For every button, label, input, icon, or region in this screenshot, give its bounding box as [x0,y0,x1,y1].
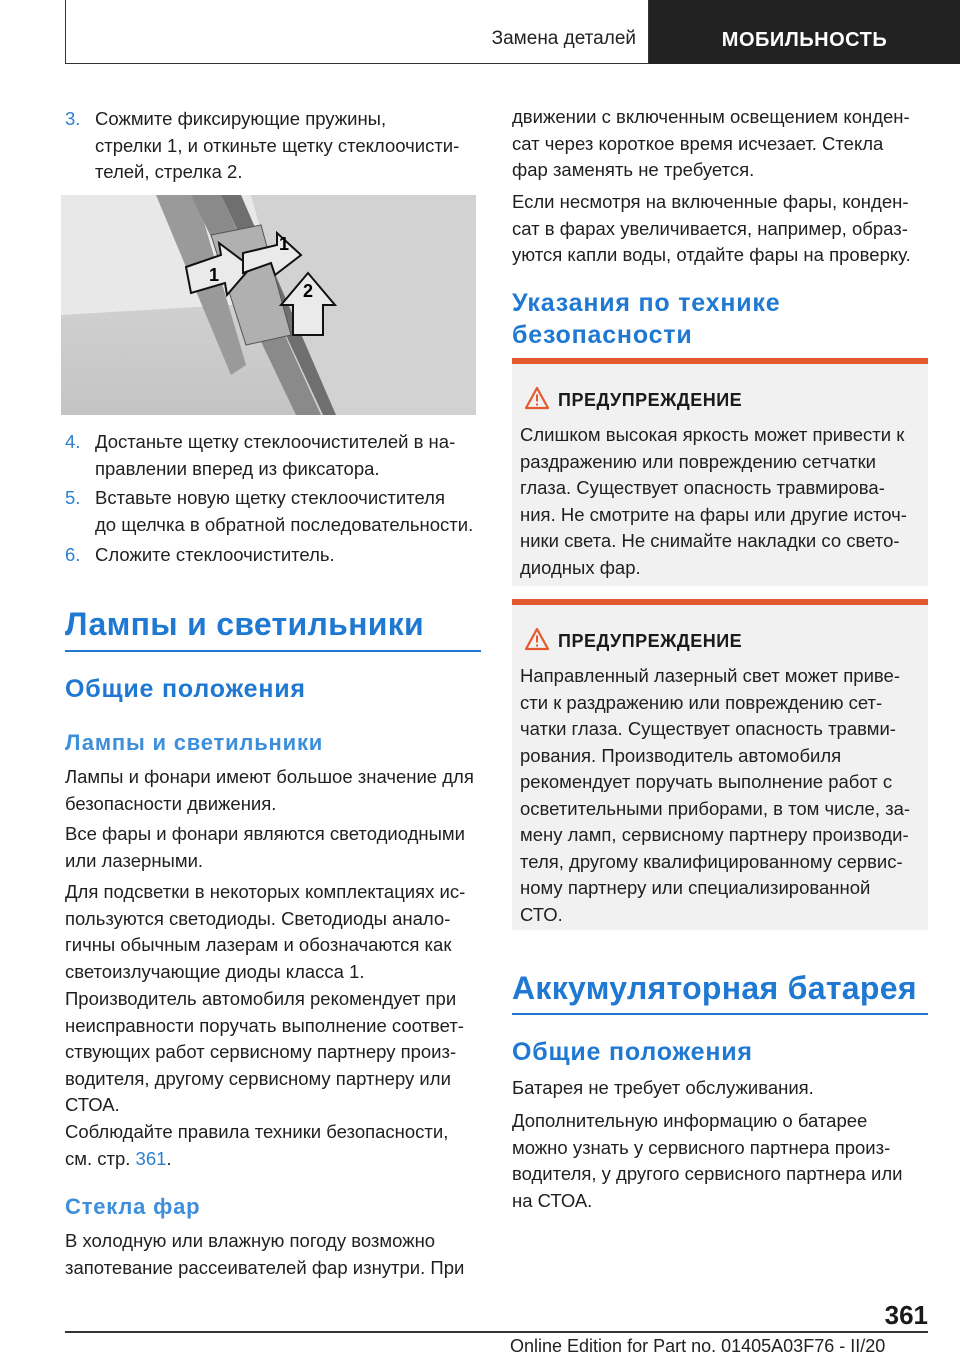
warning-triangle-icon [524,386,550,410]
line: Если несмотря на включенные фары, конден- [512,191,909,212]
step-number: 4. [65,431,81,452]
line: гичны обычным лазерам и обозначаются как [65,934,452,955]
line: Все фары и фонари являются светодиодными [65,823,465,844]
step-text [95,106,459,186]
line: Для подсветки в некоторых комплектациях ис- [65,881,466,902]
step-number: 6. [65,544,81,565]
topic-heading: Стекла фар [65,1194,201,1219]
subsection-heading: Общие положения [512,1038,753,1066]
line: сат через короткое время исчезает. Стекла [512,132,884,154]
header-section-title: Замена деталей [491,28,636,49]
step-text [95,485,473,538]
heading-line: Указания по технике [512,289,781,317]
line: диодных фар. [520,556,641,578]
line: водителя, у другого сервисного партнера или [512,1163,903,1184]
line: стрелки 1, и откиньте щетку стеклоочисти- [95,134,460,156]
step-text [95,542,335,569]
line: сат в фарах увеличивается, например, образ- [512,217,908,239]
paragraph [65,879,465,985]
line: запотевание рассеивателей фар изнутри. При [65,1256,465,1278]
line: неисправности поручать выполнение соответ- [65,1014,464,1036]
line: Соблюдайте правила техники безопасности, [65,1121,449,1142]
wiper-illustration [61,195,476,415]
line: Вставьте новую щетку стеклоочистителя [95,487,445,508]
topic-heading: Лампы и светильники [65,730,324,755]
section-heading: Аккумуляторная батарея [512,970,917,1006]
arrow-label: 1 [279,234,290,254]
paragraph [65,821,465,874]
line: ному партнеру или специализированной [520,877,871,898]
section-rule [512,1013,928,1015]
line: Слишком высокая яркость может привести к [520,424,905,445]
line: глаза. Существует опасность травмирова- [520,477,885,498]
warning-title: ПРЕДУПРЕЖДЕНИЕ [558,631,743,651]
arrow-label: 2 [303,281,314,301]
line: движении с включенным освещением конден- [512,106,910,127]
line: осветительными приборами, в том числе, за- [520,797,911,819]
line: безопасности движения. [65,792,277,814]
line: или лазерными. [65,849,204,871]
warning-box [512,358,928,586]
line: мену ламп, сервисному партнеру производи- [520,824,909,845]
warning-triangle-icon [524,627,550,651]
edition-info: Online Edition for Part no. 01405A03F76 - II/20 [510,1336,886,1356]
text: . [166,1147,172,1169]
line: В холодную или влажную погоду возможно [65,1230,436,1251]
line: до щелчка в обратной последовательности. [95,513,474,535]
line: СТО. [520,903,563,925]
line: Производитель автомобиля рекомендует при [65,988,457,1009]
line: теля, другому квалифицированному сервис- [520,850,903,872]
line: правлении вперед из фиксатора. [95,457,380,479]
subsection-heading: Общие положения [65,675,306,703]
wiper-illustration-svg [61,195,476,415]
step-text [95,429,455,482]
line: водителя, другому сервисному партнеру или [65,1067,451,1089]
text: см. стр. [65,1147,136,1169]
heading-line: безопасности [512,321,693,349]
paragraph [65,1228,464,1281]
line: ствующих работ сервисному партнеру произ- [65,1041,457,1062]
page-number: 361 [884,1300,928,1330]
line: телей, стрелка 2. [95,161,243,182]
line: фар заменять не требуется. [512,159,755,180]
footer-rule [65,1331,928,1333]
header-chapter-title: МОБИЛЬНОСТЬ [721,29,888,51]
line: раздражению или повреждению сетчатки [520,450,876,472]
line: пользуются светодиоды. Светодиоды анало- [65,907,451,929]
line: Дополнительную информацию о батарее [512,1110,868,1131]
line: можно узнать у сервисного партнера произ- [512,1136,891,1158]
arrow-label: 1 [209,265,220,285]
header-section [65,0,649,64]
line [65,1146,448,1173]
line: сти к раздражению или повреждению сет- [520,691,883,713]
line: рекомендует поручать выполнение работ с [520,771,893,792]
header-chapter [649,0,960,64]
section-heading: Лампы и светильники [65,606,424,642]
line: на СТОА. [512,1189,593,1211]
line: Сложите стеклоочиститель. [95,544,335,565]
step-number: 5. [65,487,81,508]
line: уются капли воды, отдайте фары на проверку. [512,244,911,265]
warning-title: ПРЕДУПРЕЖДЕНИЕ [558,390,743,410]
line: ния. Не смотрите на фары или другие источ- [520,503,907,525]
line: рования. Производитель автомобиля [520,744,842,766]
paragraph [512,189,911,269]
line: светоизлучающие диоды класса 1. [65,960,365,982]
line: Направленный лазерный свет может приве- [520,665,900,686]
line: Сожмите фиксирующие пружины, [95,108,387,129]
warning-text [520,663,910,928]
step-number: 3. [65,108,81,129]
line: Лампы и фонари имеют большое значение для [65,766,474,787]
subsection-heading [512,287,780,351]
warning-box [512,599,928,930]
paragraph [512,1075,814,1102]
paragraph [65,1119,448,1172]
line: СТОА. [65,1094,120,1115]
paragraph [512,104,910,184]
line: ники света. Не снимайте накладки со свето- [520,530,900,551]
section-rule [65,650,481,652]
line: Батарея не требует обслуживания. [512,1077,814,1098]
paragraph [65,986,464,1119]
line: чатки глаза. Существует опасность травми- [520,718,896,739]
paragraph [512,1108,902,1214]
warning-text [520,422,907,581]
page-link[interactable]: 361 [135,1147,167,1169]
line: Достаньте щетку стеклоочистителей в на- [95,431,456,452]
paragraph [65,764,474,817]
